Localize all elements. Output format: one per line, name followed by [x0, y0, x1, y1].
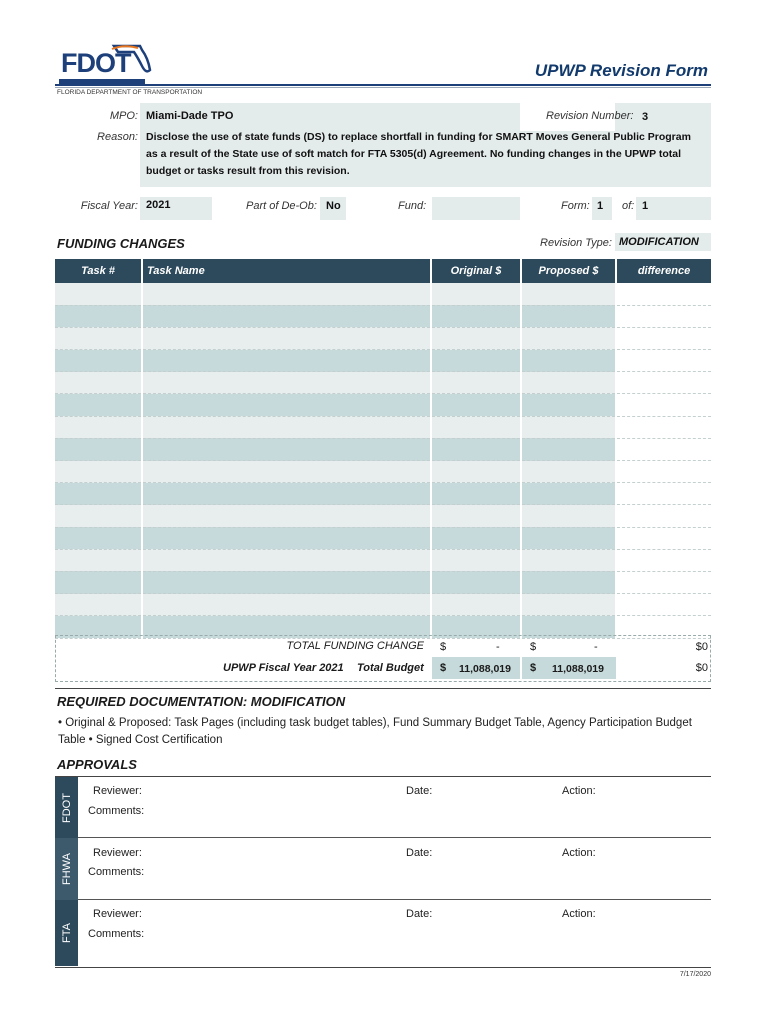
- col-task-name: Task Name: [142, 259, 431, 283]
- footer-date: 7/17/2020: [679, 971, 711, 978]
- task-number-cell[interactable]: [55, 350, 142, 372]
- original-cell[interactable]: [431, 394, 521, 416]
- task-name-cell[interactable]: [142, 594, 431, 616]
- table-row: [55, 283, 711, 305]
- task-name-cell[interactable]: [142, 527, 431, 549]
- revision-number-value[interactable]: 3: [642, 111, 649, 123]
- deob-label: Part of De-Ob:: [246, 200, 317, 212]
- fy-label: UPWP Fiscal Year 2021: [223, 662, 344, 674]
- florida-map-icon: [110, 40, 154, 76]
- total-budget-diff: $0: [695, 662, 708, 674]
- fdot-action-label[interactable]: Action:: [562, 785, 596, 797]
- proposed-cell[interactable]: [521, 305, 616, 327]
- reason-line-2[interactable]: as a result of the State use of soft match for FTA 5305(d) Agreement. No funding changes in the UPWP total: [146, 148, 681, 160]
- total-change-original: -: [496, 641, 500, 653]
- difference-cell: [616, 438, 711, 460]
- table-row: [55, 594, 711, 616]
- original-cell[interactable]: [431, 527, 521, 549]
- proposed-cell[interactable]: [521, 394, 616, 416]
- difference-cell: [616, 305, 711, 327]
- revision-type-value: MODIFICATION: [619, 236, 699, 248]
- task-name-cell[interactable]: [142, 372, 431, 394]
- fta-date-label[interactable]: Date:: [406, 908, 433, 920]
- revision-type-label: Revision Type:: [540, 237, 612, 249]
- task-name-cell[interactable]: [142, 571, 431, 593]
- proposed-cell[interactable]: [521, 283, 616, 305]
- reason-line-1[interactable]: Disclose the use of state funds (DS) to replace shortfall in funding for SMART Moves General Public Program: [146, 131, 691, 143]
- total-change-label: TOTAL FUNDING CHANGE: [286, 640, 424, 652]
- proposed-cell[interactable]: [521, 594, 616, 616]
- difference-cell: [616, 505, 711, 527]
- fhwa-date-label[interactable]: Date:: [406, 847, 433, 859]
- total-budget-label: Total Budget: [357, 662, 424, 674]
- fta-tab-label: FTA: [60, 923, 73, 943]
- original-cell[interactable]: [431, 461, 521, 483]
- task-number-cell[interactable]: [55, 483, 142, 505]
- difference-cell: [616, 461, 711, 483]
- funding-table-header: [55, 259, 711, 283]
- table-row: [55, 394, 711, 416]
- original-cell[interactable]: [431, 438, 521, 460]
- fdot-approval-row: [78, 777, 711, 838]
- difference-cell: [616, 350, 711, 372]
- difference-cell: [616, 283, 711, 305]
- col-difference: difference: [616, 259, 711, 283]
- task-name-cell[interactable]: [142, 350, 431, 372]
- task-name-cell[interactable]: [142, 438, 431, 460]
- fdot-tab: [55, 777, 78, 838]
- table-row: [55, 549, 711, 571]
- task-name-cell[interactable]: [142, 505, 431, 527]
- task-number-cell[interactable]: [55, 305, 142, 327]
- task-number-cell[interactable]: [55, 372, 142, 394]
- fdot-logo: FDOT: [61, 48, 131, 78]
- task-name-cell[interactable]: [142, 416, 431, 438]
- fta-reviewer-label[interactable]: Reviewer:: [93, 908, 142, 920]
- original-cell[interactable]: [431, 372, 521, 394]
- fdot-tab-label: FDOT: [60, 792, 73, 823]
- total-budget-proposed: 11,088,019: [552, 663, 604, 675]
- fhwa-reviewer-label[interactable]: Reviewer:: [93, 847, 142, 859]
- fiscal-year-value[interactable]: 2021: [146, 199, 171, 211]
- difference-cell: [616, 527, 711, 549]
- difference-cell: [616, 571, 711, 593]
- header-rule: [55, 84, 711, 86]
- original-cell[interactable]: [431, 571, 521, 593]
- original-cell[interactable]: [431, 416, 521, 438]
- approvals-heading: APPROVALS: [57, 757, 137, 772]
- total-budget-original-sym: $: [440, 662, 447, 674]
- form-title: UPWP Revision Form: [534, 61, 708, 80]
- original-cell[interactable]: [431, 350, 521, 372]
- reason-label: Reason:: [97, 131, 138, 143]
- table-row: [55, 527, 711, 549]
- proposed-cell[interactable]: [521, 438, 616, 460]
- difference-cell: [616, 483, 711, 505]
- proposed-cell[interactable]: [521, 372, 616, 394]
- form-value[interactable]: 1: [597, 200, 604, 212]
- task-number-cell[interactable]: [55, 505, 142, 527]
- revision-number-label: Revision Number:: [546, 110, 634, 122]
- fdot-date-label[interactable]: Date:: [406, 785, 433, 797]
- proposed-cell[interactable]: [521, 461, 616, 483]
- fund-label: Fund:: [398, 200, 427, 212]
- fhwa-tab-label: FHWA: [60, 853, 73, 885]
- proposed-cell[interactable]: [521, 350, 616, 372]
- task-name-cell[interactable]: [142, 394, 431, 416]
- proposed-cell[interactable]: [521, 505, 616, 527]
- original-cell[interactable]: [431, 483, 521, 505]
- table-row: [55, 438, 711, 460]
- fta-tab: [55, 900, 78, 966]
- task-number-cell[interactable]: [55, 549, 142, 571]
- original-cell[interactable]: [431, 283, 521, 305]
- task-number-cell[interactable]: [55, 527, 142, 549]
- fiscal-year-label: Fiscal Year:: [80, 200, 138, 212]
- original-cell[interactable]: [431, 505, 521, 527]
- header-rule-thin: [55, 87, 711, 88]
- fta-action-label[interactable]: Action:: [562, 908, 596, 920]
- original-cell[interactable]: [431, 327, 521, 349]
- mpo-value[interactable]: Miami-Dade TPO: [146, 110, 234, 122]
- task-name-cell[interactable]: [142, 461, 431, 483]
- total-change-proposed-sym: $: [530, 641, 537, 653]
- proposed-cell[interactable]: [521, 483, 616, 505]
- task-number-cell[interactable]: [55, 438, 142, 460]
- info-mask-3: [140, 187, 711, 197]
- proposed-cell[interactable]: [521, 571, 616, 593]
- difference-cell: [616, 594, 711, 616]
- table-row: [55, 327, 711, 349]
- deob-value[interactable]: No: [326, 200, 341, 212]
- task-number-cell[interactable]: [55, 394, 142, 416]
- task-number-cell[interactable]: [55, 327, 142, 349]
- form-label: Form:: [561, 200, 590, 212]
- difference-cell: [616, 372, 711, 394]
- task-name-cell[interactable]: [142, 305, 431, 327]
- task-number-cell[interactable]: [55, 461, 142, 483]
- task-number-cell[interactable]: [55, 283, 142, 305]
- table-row: [55, 372, 711, 394]
- fhwa-approval-row: [78, 838, 711, 900]
- original-cell[interactable]: [431, 549, 521, 571]
- task-name-cell[interactable]: [142, 483, 431, 505]
- task-name-cell[interactable]: [142, 327, 431, 349]
- fhwa-comments-label[interactable]: Comments:: [88, 866, 145, 878]
- of-value[interactable]: 1: [642, 200, 649, 212]
- proposed-cell[interactable]: [521, 527, 616, 549]
- task-name-cell[interactable]: [142, 283, 431, 305]
- fdot-comments-label[interactable]: Comments:: [88, 805, 145, 817]
- funding-table: [55, 259, 711, 639]
- department-name: FLORIDA DEPARTMENT OF TRANSPORTATION: [57, 89, 203, 96]
- col-task-number: Task #: [55, 259, 142, 283]
- col-original: Original $: [431, 259, 521, 283]
- documentation-text: • Original & Proposed: Task Pages (including task budget tables), Fund Summary Budget Table, Agency Participation Budget Table • Signed Cost Certification: [58, 717, 692, 746]
- proposed-cell[interactable]: [521, 549, 616, 571]
- original-cell[interactable]: [431, 305, 521, 327]
- total-change-original-sym: $: [440, 641, 447, 653]
- fdot-reviewer-label[interactable]: Reviewer:: [93, 785, 142, 797]
- col-proposed: Proposed $: [521, 259, 616, 283]
- table-row: [55, 416, 711, 438]
- reason-line-3[interactable]: budget or tasks result from this revision.: [146, 165, 350, 177]
- documentation-rule: [55, 688, 711, 689]
- funding-changes-heading: FUNDING CHANGES: [57, 236, 185, 251]
- total-budget-original: 11,088,019: [459, 663, 511, 675]
- table-row: [55, 571, 711, 593]
- mpo-label: MPO:: [109, 110, 138, 122]
- total-budget-proposed-sym: $: [530, 662, 537, 674]
- fhwa-action-label[interactable]: Action:: [562, 847, 596, 859]
- task-number-cell[interactable]: [55, 571, 142, 593]
- task-number-cell[interactable]: [55, 594, 142, 616]
- table-row: [55, 483, 711, 505]
- proposed-cell[interactable]: [521, 327, 616, 349]
- total-change-proposed: -: [594, 641, 598, 653]
- difference-cell: [616, 327, 711, 349]
- of-label: of:: [622, 200, 635, 212]
- task-name-cell[interactable]: [142, 549, 431, 571]
- fhwa-tab: [55, 838, 78, 900]
- difference-cell: [616, 394, 711, 416]
- proposed-cell[interactable]: [521, 416, 616, 438]
- fta-comments-label[interactable]: Comments:: [88, 928, 145, 940]
- task-number-cell[interactable]: [55, 416, 142, 438]
- difference-cell: [616, 549, 711, 571]
- table-row: [55, 461, 711, 483]
- approvals-bottom-rule: [55, 967, 711, 968]
- difference-cell: [616, 416, 711, 438]
- table-row: [55, 305, 711, 327]
- total-change-diff: $0: [695, 641, 708, 653]
- original-cell[interactable]: [431, 594, 521, 616]
- table-row: [55, 350, 711, 372]
- table-row: [55, 505, 711, 527]
- documentation-heading: REQUIRED DOCUMENTATION: MODIFICATION: [57, 694, 346, 709]
